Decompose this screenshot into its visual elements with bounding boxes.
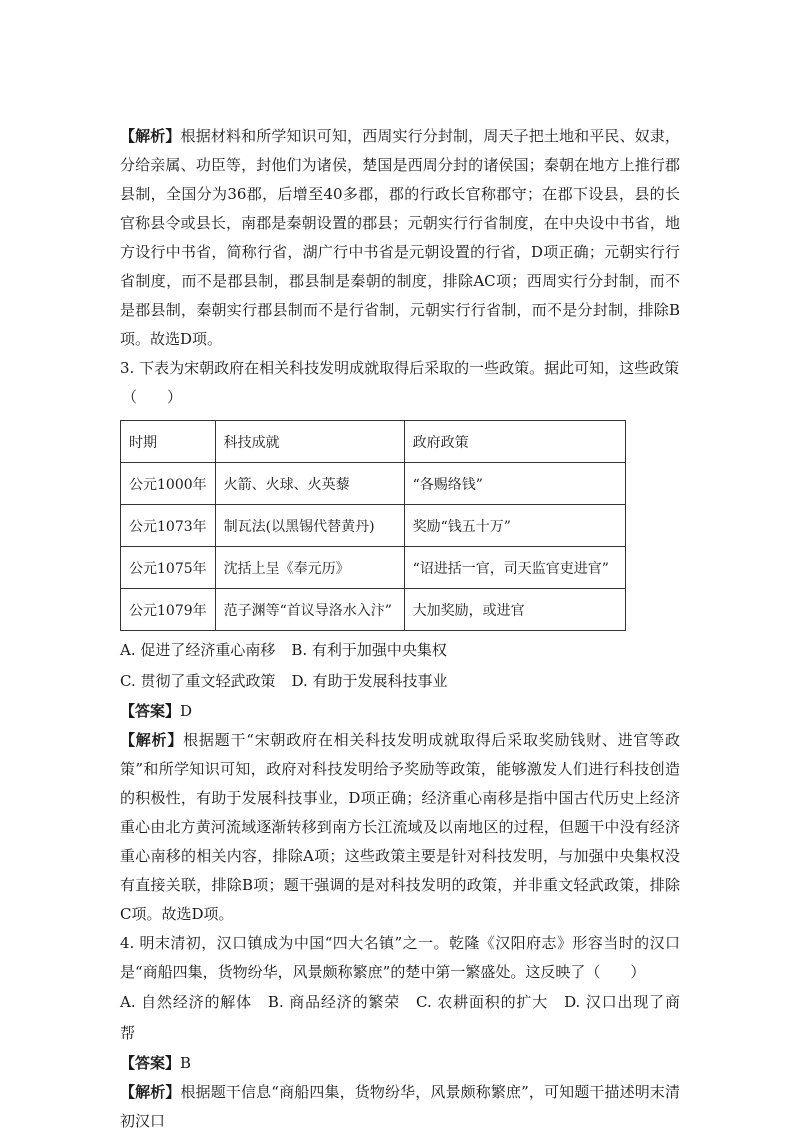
q3-analysis <box>120 726 680 929</box>
table-row <box>121 547 626 589</box>
analysis-text: 根据题干“宋朝政府在相关科技发明成就取得后采取奖励钱财、进官等政策”和所学知识可知，政府对科技发明给予奖励等政策，能够激发人们进行科技创造的积极性，有助于发展科技事业，D项正确；经济重心南移是指中国古代历史上经济重心由北方黄河流域逐渐转移到南方长江流域及以南地区的过程，但题干中没有经济重心南移的相关内容，排除A项；这些政策主要是针对科技发明，与加强中央集权没有直接关联，排除B项；题干强调的是对科技发明的政策，并非重文轻武政策，排除C项。故选D项。 <box>120 731 680 923</box>
table-cell: “诏进括一官，司天监官吏进官” <box>404 547 625 589</box>
table-header-cell: 政府政策 <box>404 421 625 463</box>
table-cell: “各赐络钱” <box>404 463 625 505</box>
q3-answer <box>120 697 680 726</box>
question-stem: 3. 下表为宋朝政府在相关科技发明成就取得后采取的一些政策。据此可知，这些政策 <box>120 359 680 377</box>
analysis-tag: 【解析】 <box>120 127 181 145</box>
table-cell: 制瓦法(以黑锡代替黄丹) <box>215 505 404 547</box>
table-row <box>121 589 626 631</box>
analysis-tag: 【解析】 <box>120 731 184 749</box>
table-cell: 范子渊等“首议导洛水入汴” <box>215 589 404 631</box>
option-d: D. 有助于发展科技事业 <box>291 672 448 690</box>
option-b: B. 有利于加强中央集权 <box>291 641 447 659</box>
q3-options-row-1 <box>120 635 680 666</box>
option-a: A. 促进了经济重心南移 <box>120 641 276 659</box>
table-cell: 沈括上呈《奉元历》 <box>215 547 404 589</box>
table-cell: 大加奖励，或进官 <box>404 589 625 631</box>
q4-answer <box>120 1049 680 1078</box>
analysis-tag: 【解析】 <box>120 1083 181 1101</box>
analysis-text: 根据题干信息“商船四集，货物纷华，风景颇称繁庶”，可知题干描述明末清初汉口 <box>120 1083 680 1130</box>
table-header-cell: 时期 <box>121 421 216 463</box>
table-cell: 公元1073年 <box>121 505 216 547</box>
q2-analysis <box>120 122 680 354</box>
table-header-cell: 科技成就 <box>215 421 404 463</box>
q3-stem <box>120 354 680 412</box>
q4-analysis <box>120 1078 680 1136</box>
table-row <box>121 463 626 505</box>
analysis-text: 根据材料和所学知识可知，西周实行分封制，周天子把土地和平民、奴隶，分给亲属、功臣等，封他们为诸侯，楚国是西周分封的诸侯国；秦朝在地方上推行郡县制，全国分为36郡，后增至40多郡，郡的行政长官称郡守；在郡下设县，县的长官称县令或县长，南郡是秦朝设置的郡县；元朝实行行省制度，在中央设中书省，地方设行中书省，简称行省，湖广行中书省是元朝设置的行省，D项正确；元朝实行行省制度，而不是郡县制，郡县制是秦朝的制度，排除AC项；西周实行分封制，而不是郡县制，秦朝实行郡县制而不是行省制，元朝实行行省制，而不是分封制，排除B项。故选D项。 <box>120 127 680 348</box>
table-row <box>121 505 626 547</box>
option-c: C. 贯彻了重文轻武政策 <box>120 672 276 690</box>
table-cell: 公元1000年 <box>121 463 216 505</box>
q4-options-row <box>120 987 680 1049</box>
q3-options-row-2 <box>120 666 680 697</box>
question-stem: 4. 明末清初，汉口镇成为中国“四大名镇”之一。乾隆《汉阳府志》形容当时的汉口是“商船四集，货物纷华，风景颇称繁庶”的楚中第一繁盛处。这反映了（ ） <box>120 934 680 981</box>
page-content <box>120 122 680 1136</box>
option-b: B. 商品经济的繁荣 <box>267 993 401 1011</box>
option-a: A. 自然经济的解体 <box>120 993 252 1011</box>
table-header-row <box>121 421 626 463</box>
policy-table <box>120 420 626 631</box>
answer-paren: （ ） <box>122 388 183 406</box>
answer-tag: 【答案】 <box>120 1054 181 1072</box>
table-cell: 奖励“钱五十万” <box>404 505 625 547</box>
q4-stem <box>120 929 680 987</box>
table-cell: 公元1079年 <box>121 589 216 631</box>
answer-value: B <box>180 1054 192 1072</box>
answer-value: D <box>180 702 193 720</box>
option-d: D. 汉口出现了商帮 <box>120 993 681 1042</box>
table-cell: 公元1075年 <box>121 547 216 589</box>
option-c: C. 农耕面积的扩大 <box>416 993 549 1011</box>
table-cell: 火箭、火球、火英藜 <box>215 463 404 505</box>
answer-tag: 【答案】 <box>120 702 181 720</box>
